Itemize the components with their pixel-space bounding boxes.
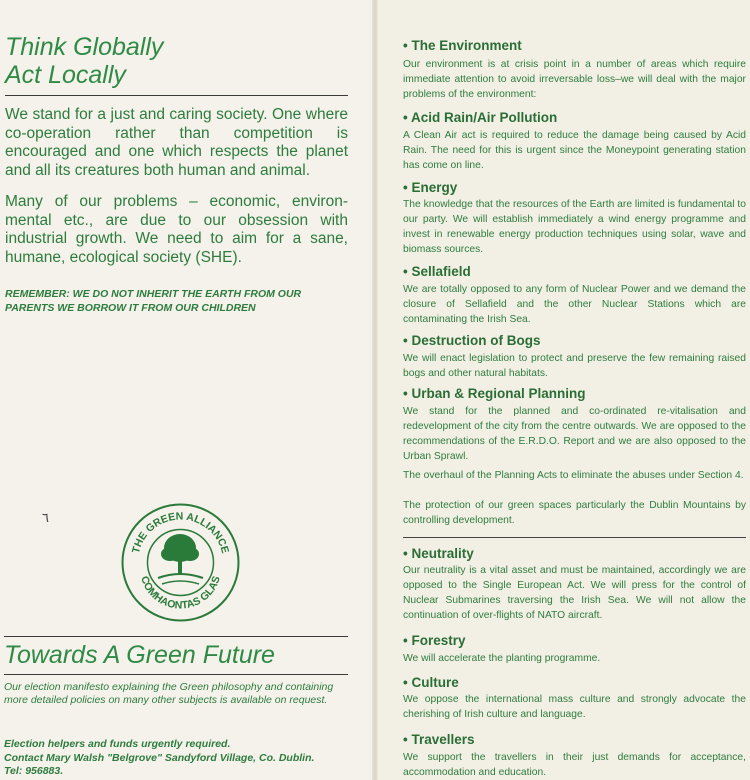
manifesto-text: Our election manifesto explaining the Green philosophy and containing more detailed policies on many other subjects is available on request. [4, 681, 334, 706]
slogan: REMEMBER: WE DO NOT INHERIT THE EARTH FROM OUR PARENTS WE BORROW IT FROM OUR CHILDREN [5, 288, 302, 314]
logo-bottom-text: COMHAONTAS GLAS [138, 574, 223, 612]
contact-line1: Election helpers and funds urgently required. [4, 738, 231, 750]
section-body-environment: Our environment is at crisis point in a number of areas which require immediate attention to avoid irreversable loss–we will deal with the major problems of the environment: [403, 59, 746, 100]
section-body-planning: We stand for the planned and co-ordinated re-vitalisation and redevelopment of the city from the centre outwards. We are opposed to the recommendations of the E.R.D.O. Report and we are also opposed to the Urban Sprawl. [403, 406, 746, 462]
section-body-travellers: We support the travellers in their just demands for acceptance, accommodation and education. [403, 752, 746, 778]
section-heading-acid-rain: • Acid Rain/Air Pollution [403, 110, 558, 125]
contact-line2: Contact Mary Walsh "Belgrove" Sandyford Village, Co. Dublin. [4, 751, 315, 764]
headline-line2: Act Locally [5, 61, 126, 89]
green-alliance-logo [118, 500, 243, 625]
future-title: Towards A Green Future [4, 641, 275, 669]
headline [5, 33, 163, 89]
right-rule [403, 537, 746, 538]
section-heading-culture: • Culture [403, 675, 459, 690]
intro-paragraph-1: We stand for a just and caring society. One where co-operation rather than competition is encouraged and one which respects the planet and all its creatures both human and animal. [5, 106, 348, 179]
section-body-acid-rain: A Clean Air act is required to reduce the damage being caused by Acid Rain. The need for this is urgent since the Moneypoint generating station has come on line. [403, 130, 746, 171]
section-body-planning-3: The protection of our green spaces particularly the Dublin Mountains by controlling development. [403, 500, 746, 526]
headline-rule [5, 95, 348, 96]
logo-top-text: THE GREEN ALLIANCE [129, 510, 232, 555]
headline-line1: Think Globally [5, 33, 164, 61]
section-heading-neutrality: • Neutrality [403, 546, 474, 561]
section-heading-environment: • The Environment [403, 38, 522, 53]
section-body-forestry: We will accelerate the planting programme. [403, 653, 601, 664]
section-body-energy: The knowledge that the resources of the Earth are limited is fundamental to our party. We will establish immediately a wind energy programme and invest in renewable energy production techniques using solar, wave and biomass sources. [403, 199, 746, 255]
section-heading-travellers: • Travellers [403, 732, 475, 747]
section-body-sellafield: We are totally opposed to any form of Nuclear Power and we demand the closure of Sellafield and the other Nuclear Stations which are contaminating the Irish Sea. [403, 284, 746, 325]
stray-mark: ٦ [42, 510, 49, 525]
contact-line3: Tel: 956883. [4, 765, 64, 777]
section-heading-bogs: • Destruction of Bogs [403, 333, 541, 348]
future-rule-bottom [4, 674, 348, 675]
section-body-bogs: We will enact legislation to protect and preserve the few remaining raised bogs and other natural habitats. [403, 353, 746, 379]
section-heading-sellafield: • Sellafield [403, 264, 471, 279]
section-body-planning-2: The overhaul of the Planning Acts to eliminate the abuses under Section 4. [403, 470, 744, 481]
section-body-culture: We oppose the international mass culture and strongly advocate the cherishing of Irish culture and language. [403, 694, 746, 720]
section-heading-forestry: • Forestry [403, 633, 466, 648]
section-heading-energy: • Energy [403, 180, 458, 195]
contact-block [4, 738, 354, 779]
future-rule-top [4, 636, 348, 637]
intro-paragraph-2: Many of our problems – economic, environ-mental etc., are due to our obsession with industrial growth. We need to aim for a sane, humane, ecological society (SHE). [5, 193, 348, 266]
section-heading-planning: • Urban & Regional Planning [403, 386, 586, 401]
tree-icon [158, 534, 203, 584]
section-body-neutrality: Our neutrality is a vital asset and must be maintained, accordingly we are opposed to the Single European Act. We will press for the control of Nuclear Submarines traversing the Irish Sea. We will not allow the continuation of over-flights of NATO aircraft. [403, 565, 746, 621]
